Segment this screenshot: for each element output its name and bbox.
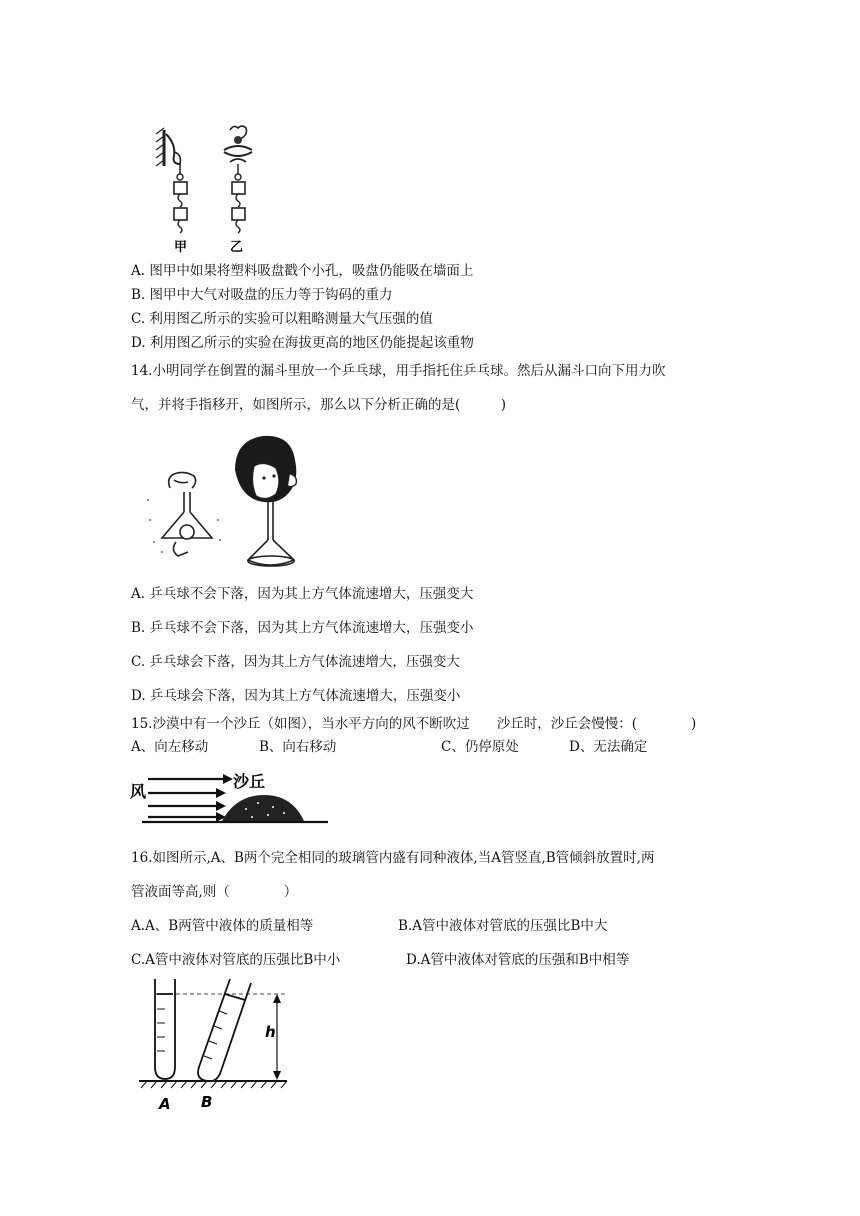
q15-option-a: A、向左移动 xyxy=(131,739,209,755)
q16-tubes-figure xyxy=(135,975,295,1115)
q15-option-d: D、无法确定 xyxy=(569,739,648,755)
q15-dune-figure xyxy=(128,765,333,827)
q16-label-b: B xyxy=(201,1093,213,1111)
q13-label-jia: 甲 xyxy=(174,240,188,255)
q14-option-d: D. 乒乓球会下落，因为其上方气体流速增大，压强变小 xyxy=(131,688,461,704)
q16-label-a: A xyxy=(159,1095,171,1113)
q14-option-a: A. 乒乓球不会下落，因为其上方气体流速增大，压强变大 xyxy=(131,586,474,602)
q13-suction-cup-figure xyxy=(150,120,270,255)
q14-stem-line1: 14.小明同学在倒置的漏斗里放一个乒乓球，用手指托住乒乓球。然后从漏斗口向下用力吹 xyxy=(131,363,666,379)
q13-option-a: A. 图甲中如果将塑料吸盘戳个小孔，吸盘仍能吸在墙面上 xyxy=(131,263,474,279)
q16-option-d: D.A管中液体对管底的压强和B中相等 xyxy=(406,952,630,968)
q16-stem-line1: 16.如图所示,A、B两个完全相同的玻璃管内盛有同种液体,当A管竖直,B管倾斜放置时,两 xyxy=(131,850,655,866)
q14-funnel-figure xyxy=(140,420,315,585)
q15-dune-label: 沙丘 xyxy=(233,772,266,791)
q14-stem-line2: 气，并将手指移开，如图所示，那么以下分析正确的是( ) xyxy=(131,397,507,413)
q14-option-c: C. 乒乓球会下落，因为其上方气体流速增大，压强变大 xyxy=(131,654,460,670)
q16-option-c: C.A管中液体对管底的压强比B中小 xyxy=(131,952,341,968)
q13-option-b: B. 图甲中大气对吸盘的压力等于钩码的重力 xyxy=(131,287,393,303)
q16-label-h: h xyxy=(265,1023,276,1041)
q16-option-a: A.A、B两管中液体的质量相等 xyxy=(131,918,314,934)
q13-option-c: C. 利用图乙所示的实验可以粗略测量大气压强的值 xyxy=(131,311,433,327)
q15-stem: 15.沙漠中有一个沙丘（如图），当水平方向的风不断吹过 沙丘时，沙丘会慢慢：( ) xyxy=(131,716,697,732)
q16-option-b: B.A管中液体对管底的压强比B中大 xyxy=(398,918,608,934)
q13-label-yi: 乙 xyxy=(230,240,244,255)
q15-wind-label: 风 xyxy=(130,782,147,801)
q16-stem-line2: 管液面等高,则（ ） xyxy=(131,884,298,900)
q13-option-d: D. 利用图乙所示的实验在海拔更高的地区仍能提起该重物 xyxy=(131,335,474,351)
q15-option-b: B、向右移动 xyxy=(259,739,337,755)
q14-option-b: B. 乒乓球不会下落，因为其上方气体流速增大，压强变小 xyxy=(131,620,474,636)
q15-option-c: C、仍停原处 xyxy=(441,739,519,755)
